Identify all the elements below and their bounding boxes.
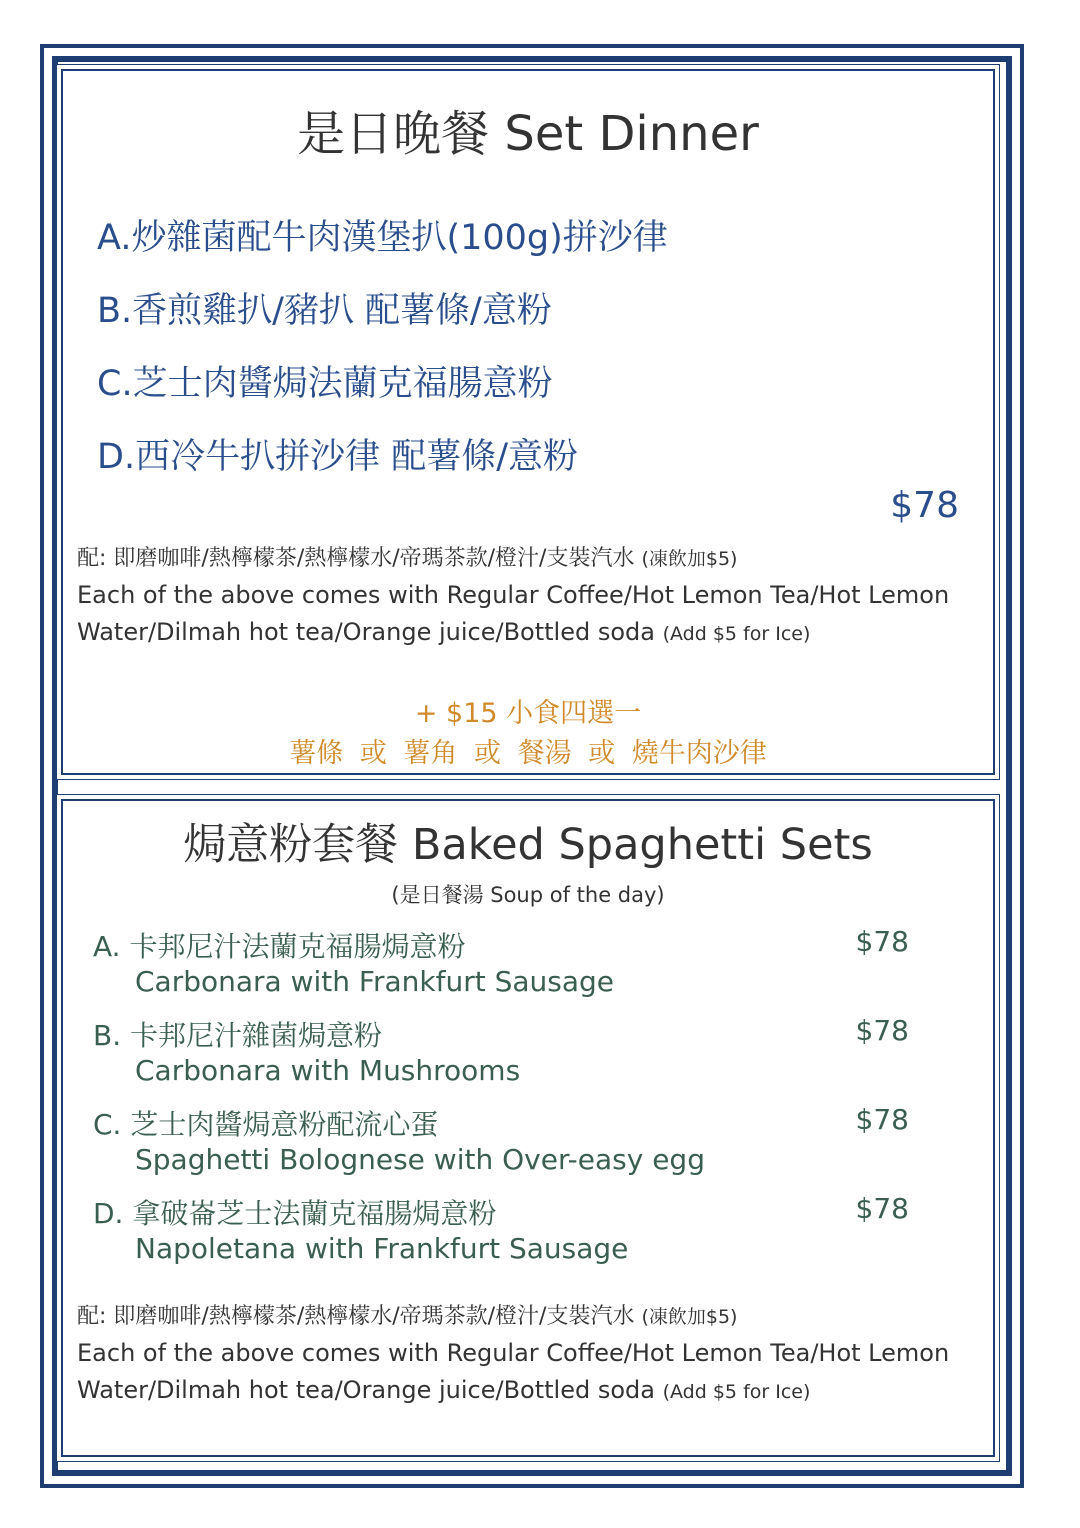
drink-note-zh-extra: (凍飲加$5) bbox=[641, 1306, 738, 1328]
item-name-zh: D. 拿破崙芝士法蘭克福腸焗意粉 bbox=[93, 1197, 497, 1230]
drink-note-zh bbox=[77, 1299, 957, 1335]
drink-note-zh bbox=[77, 541, 957, 577]
set-dinner-item-b: B.香煎雞扒/豬扒 配薯條/意粉 bbox=[97, 291, 552, 331]
spaghetti-item-c bbox=[93, 1103, 909, 1176]
item-price: $78 bbox=[855, 1014, 909, 1047]
item-price: $78 bbox=[855, 1192, 909, 1225]
drink-note-zh-extra: (凍飲加$5) bbox=[641, 548, 738, 570]
spaghetti-item-b bbox=[93, 1014, 909, 1087]
set-dinner-price: $78 bbox=[890, 485, 959, 526]
drink-note-en-text: Each of the above comes with Regular Coffee/Hot Lemon Tea/Hot Lemon Water/Dilmah hot tea/Orange juice/Bottled soda bbox=[77, 581, 950, 646]
drink-note-en-text: Each of the above comes with Regular Coffee/Hot Lemon Tea/Hot Lemon Water/Dilmah hot tea/Orange juice/Bottled soda bbox=[77, 1339, 950, 1404]
drink-note-en bbox=[77, 577, 957, 653]
item-price: $78 bbox=[855, 1103, 909, 1136]
drink-note-zh-text: 配: 即磨咖啡/熱檸檬茶/熱檸檬水/帝瑪茶款/橙汁/支裝汽水 bbox=[77, 546, 635, 571]
set-dinner-item-c: C.芝士肉醬焗法蘭克福腸意粉 bbox=[97, 364, 553, 404]
baked-spaghetti-title: 焗意粉套餐 Baked Spaghetti Sets bbox=[183, 820, 873, 870]
baked-spaghetti-drink-note bbox=[77, 1299, 957, 1411]
soup-of-the-day: (是日餐湯 Soup of the day) bbox=[391, 883, 665, 907]
drink-note-en bbox=[77, 1335, 957, 1411]
item-name-zh: C. 芝士肉醬焗意粉配流心蛋 bbox=[93, 1108, 439, 1141]
drink-note-en-extra: (Add $5 for Ice) bbox=[662, 623, 811, 645]
item-name-en: Napoletana with Frankfurt Sausage bbox=[135, 1232, 629, 1265]
addon-line-1: + $15 小食四選一 bbox=[414, 698, 642, 729]
baked-spaghetti-panel bbox=[56, 794, 1000, 1462]
drink-note-zh-text: 配: 即磨咖啡/熱檸檬茶/熱檸檬水/帝瑪茶款/橙汁/支裝汽水 bbox=[77, 1304, 635, 1329]
spaghetti-item-d bbox=[93, 1192, 909, 1265]
item-name-en: Spaghetti Bolognese with Over-easy egg bbox=[135, 1143, 705, 1176]
drink-note-en-extra: (Add $5 for Ice) bbox=[662, 1381, 811, 1403]
set-dinner-panel bbox=[56, 64, 1000, 780]
addon-line-2: 薯條 或 薯角 或 餐湯 或 燒牛肉沙律 bbox=[289, 738, 767, 769]
item-price: $78 bbox=[855, 925, 909, 958]
spaghetti-item-a bbox=[93, 925, 909, 998]
item-name-en: Carbonara with Frankfurt Sausage bbox=[135, 965, 615, 998]
item-name-zh: B. 卡邦尼汁雜菌焗意粉 bbox=[93, 1019, 383, 1052]
set-dinner-drink-note bbox=[77, 541, 957, 653]
set-dinner-item-d: D.西冷牛扒拼沙律 配薯條/意粉 bbox=[97, 437, 578, 477]
item-name-en: Carbonara with Mushrooms bbox=[135, 1054, 521, 1087]
set-dinner-item-a: A.炒雜菌配牛肉漢堡扒(100g)拼沙律 bbox=[97, 218, 668, 258]
item-name-zh: A. 卡邦尼汁法蘭克福腸焗意粉 bbox=[93, 930, 466, 963]
set-dinner-title: 是日晚餐 Set Dinner bbox=[297, 106, 759, 162]
